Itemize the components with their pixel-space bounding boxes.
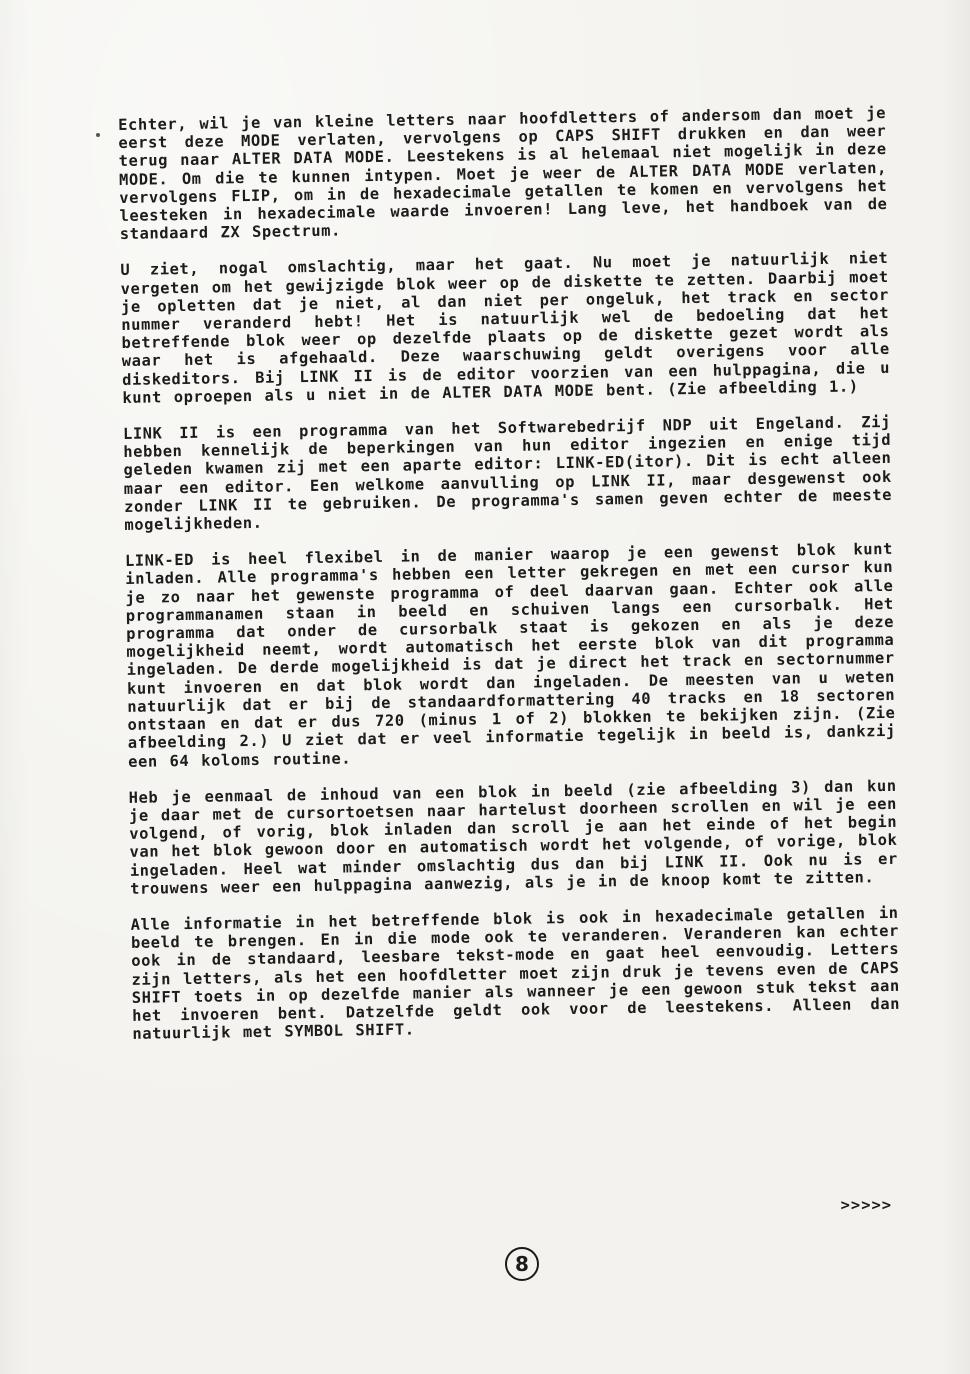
paragraph-3: LINK II is een programma van het Softwarebedrijf NDP uit Engeland. Zij hebben kennelijk de beperkingen van hun editor ingezien en enige tijd geleden kwamen zij met een aparte editor: LINK-ED(itor). Dit is echt alleen maar een editor. Een welkome aanvulling op LINK II, maar desgewenst ook zonder LINK II te gebruiken. De programma's samen geven echter de meeste mogelijkheden. xyxy=(122,412,893,535)
margin-dot xyxy=(96,133,100,137)
paragraph-4: LINK-ED is heel flexibel in de manier waarop je een gewenst blok kunt inladen. Alle programma's hebben een letter gekregen en met een cursor kun je zo naar het gewenste programma of deel daarvan gaan. Echter ook alle programmanamen staan in beeld en schuiven langs een cursorbalk. Het programma dat onder de cursorbalk staat is gekozen en als je deze mogelijkheid neemt, wordt automatisch het eerste blok van dit programma ingeladen. De derde mogelijkheid is dat je direct het track en sectornummer kunt invoeren en dat blok wordt dan ingeladen. De meesten van u weten natuurlijk dat er bij de standaardformattering 40 tracks en 18 sectoren ontstaan en dat er dus 720 (minus 1 of 2) blokken te bekijken zijn. (Zie afbeelding 2.) U ziet dat er veel informatie tegelijk in beeld is, dankzij een 64 koloms routine. xyxy=(124,540,896,771)
page-number: 8 xyxy=(515,1252,529,1276)
paragraph-6: Alle informatie in het betreffende blok is ook in hexadecimale getallen in beeld te brengen. En in die mode ook te veranderen. Veranderen kan echter ook in de standaard, leesbare tekst-mode en gaat heel eenvoudig. Letters zijn letters, als het een hoofdletter moet zijn druk je tevens even de CAPS SHIFT toets in op dezelfde manier als wanneer je een gewoon stuk tekst aan het invoeren bent. Datzelfde geldt ook voor de leestekens. Alleen dan natuurlijk met SYMBOL SHIFT. xyxy=(130,903,901,1044)
paragraph-5: Heb je eenmaal de inhoud van een blok in beeld (zie afbeelding 3) dan kun je daar met de cursortoetsen naar hartelust doorheen scrollen en wil je een volgend, of vorig, blok inladen dan scroll je aan het einde of het begin van het blok gewoon door en automatisch wordt het volgende, of vorige, blok ingeladen. Heel wat minder omslachtig dus dan bij LINK II. Ook nu is er trouwens weer een hulppagina aanwezig, als je in de knoop komt te zitten. xyxy=(128,776,898,898)
paragraph-2: U ziet, nogal omslachtig, maar het gaat. Nu moet je natuurlijk niet vergeten om het gewijzigde blok weer op de diskette te zetten. Daarbij moet je opletten dat je niet, al dan niet per ongeluk, het track en sector nummer veranderd hebt! Het is natuurlijk wel de bedoeling dat het betreffende blok weer op dezelfde plaats op de diskette gezet wordt als waar het is afgehaald. Deze waarschuwing geldt overigens voor alle diskeditors. Bij LINK II is de editor voorzien van een hulppagina, die u kunt oproepen als u niet in de ALTER DATA MODE bent. (Zie afbeelding 1.) xyxy=(120,249,891,407)
page-number-circle xyxy=(505,1247,539,1281)
continue-marker: >>>>> xyxy=(840,1196,892,1214)
article-body xyxy=(118,104,901,1061)
paragraph-1: Echter, wil je van kleine letters naar hoofdletters of andersom dan moet je eerst deze MODE verlaten, vervolgens op CAPS SHIFT drukken en dan weer terug naar ALTER DATA MODE. Leestekens is al helemaal niet mogelijk in deze MODE. Om die te kunnen intypen. Moet je weer de ALTER DATA MODE verlaten, vervolgens FLIP, om in de hexadecimale getallen te komen en vervolgens het leesteken in hexadecimale waarde invoeren! Lang leve, het handboek van de standaard ZX Spectrum. xyxy=(118,103,888,244)
